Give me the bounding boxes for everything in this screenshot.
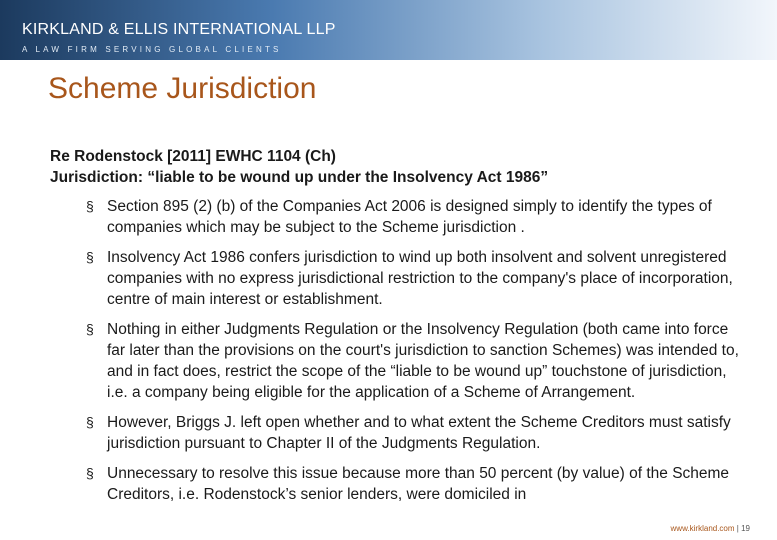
bullet-text: Unnecessary to resolve this issue because more than 50 percent (by value) of the Scheme Creditors, i.e. Rodenstock’s senior lenders, were domiciled in	[107, 465, 730, 503]
jurisdiction-subheading: Jurisdiction: “liable to be wound up under the Insolvency Act 1986”	[50, 169, 549, 186]
bullet-text: Insolvency Act 1986 confers jurisdiction to wind up both insolvent and solvent unregistered companies with no express jurisdictional restriction to the company's place of incorporation, centre of main interest or establishment.	[107, 249, 733, 308]
bullet-text: Nothing in either Judgments Regulation or the Insolvency Regulation (both came into force far later than the provisions on the court's jurisdiction to sanction Schemes) was intended to, and in fact does, restrict the scope of the “liable to be wound up” touchstone of jurisdiction, i.e. a company being eligible for the application of a Scheme of Arrangement.	[107, 321, 739, 401]
firm-tagline: A LAW FIRM SERVING GLOBAL CLIENTS	[22, 45, 282, 54]
bullet-item	[50, 247, 740, 310]
footer	[669, 524, 750, 533]
bullet-item	[50, 196, 740, 238]
firm-name: KIRKLAND & ELLIS INTERNATIONAL LLP	[22, 21, 336, 38]
header-banner	[0, 0, 777, 60]
footer-separator: |	[736, 524, 739, 533]
bullet-text: Section 895 (2) (b) of the Companies Act 2006 is designed simply to identify the types of companies which may be subject to the Scheme jurisdiction .	[107, 198, 712, 236]
bullet-text: However, Briggs J. left open whether and to what extent the Scheme Creditors must satisfy jurisdiction pursuant to Chapter II of the Judgments Regulation.	[107, 414, 731, 452]
slide-title: Scheme Jurisdiction	[48, 72, 317, 105]
case-reference: Re Rodenstock [2011] EWHC 1104 (Ch)	[50, 148, 336, 165]
bullet-marker-icon: §	[86, 465, 94, 481]
bullet-list	[50, 196, 740, 505]
bullet-item	[50, 412, 740, 454]
footer-website-link[interactable]: www.kirkland.com	[670, 524, 735, 533]
bullet-marker-icon: §	[86, 414, 94, 430]
bullet-marker-icon: §	[86, 198, 94, 214]
slide-body	[50, 146, 740, 514]
bullet-item	[50, 319, 740, 403]
page-number: 19	[741, 524, 750, 533]
bullet-item	[50, 463, 740, 505]
bullet-marker-icon: §	[86, 249, 94, 265]
bullet-marker-icon: §	[86, 321, 94, 337]
